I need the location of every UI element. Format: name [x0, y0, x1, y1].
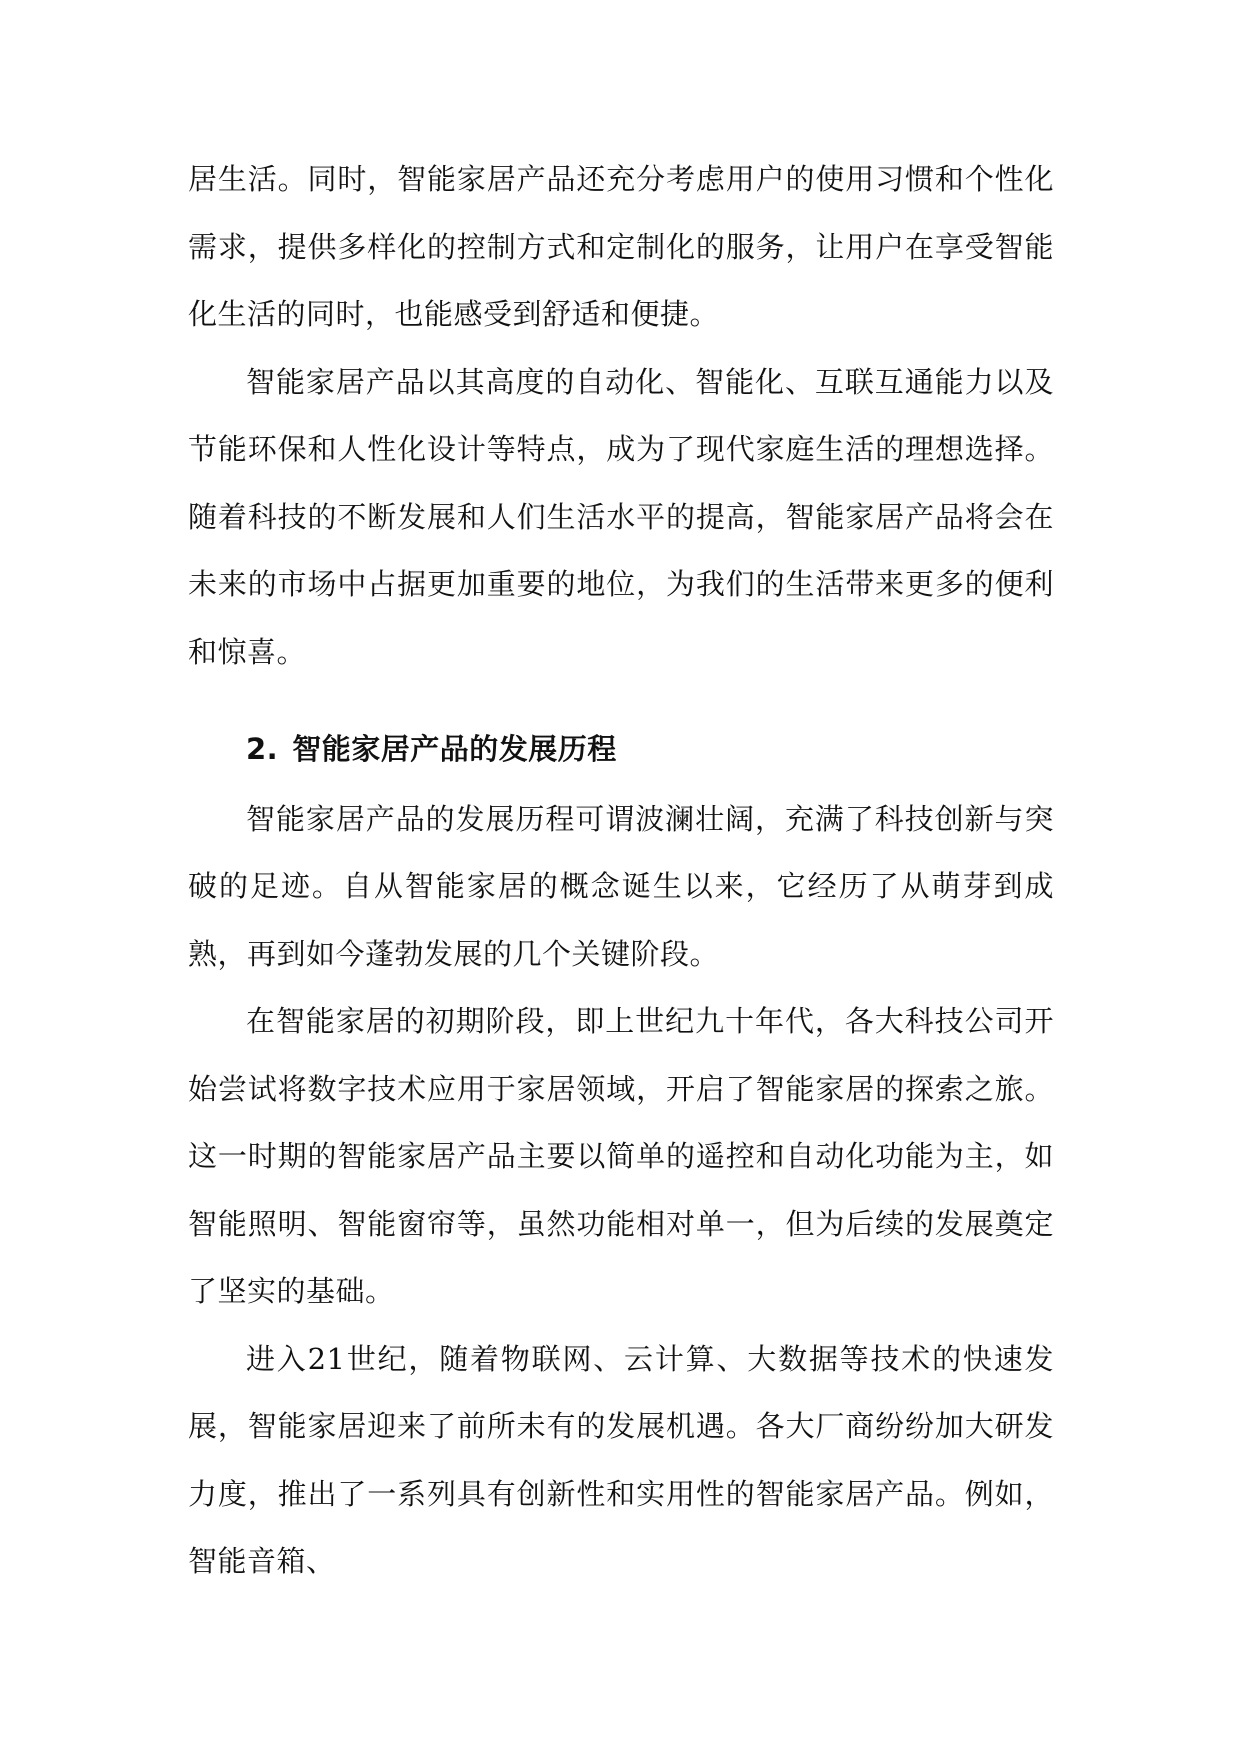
paragraph-3: 智能家居产品的发展历程可谓波澜壮阔，充满了科技创新与突破的足迹。自从智能家居的概念诞生以来，它经历了从萌芽到成熟，再到如今蓬勃发展的几个关键阶段。 — [188, 801, 1054, 971]
section-title: 智能家居产品的发展历程 — [292, 732, 617, 766]
section-heading — [188, 716, 1054, 784]
section-number: 2. — [246, 732, 279, 766]
paragraph-5: 进入21世纪，随着物联网、云计算、大数据等技术的快速发展，智能家居迎来了前所未有的发展机遇。各大厂商纷纷加大研发力度，推出了一系列具有创新性和实用性的智能家居产品。例如，智能音箱、 — [188, 1341, 1054, 1578]
paragraph-4: 在智能家居的初期阶段，即上世纪九十年代，各大科技公司开始尝试将数字技术应用于家居领域，开启了智能家居的探索之旅。这一时期的智能家居产品主要以简单的遥控和自动化功能为主，如智能照明、智能窗帘等，虽然功能相对单一，但为后续的发展奠定了坚实的基础。 — [188, 1004, 1054, 1308]
paragraph-1: 居生活。同时，智能家居产品还充分考虑用户的使用习惯和个性化需求，提供多样化的控制方式和定制化的服务，让用户在享受智能化生活的同时，也能感受到舒适和便捷。 — [188, 162, 1054, 331]
document-body — [188, 146, 1054, 1596]
paragraph-2: 智能家居产品以其高度的自动化、智能化、互联互通能力以及节能环保和人性化设计等特点，成为了现代家庭生活的理想选择。随着科技的不断发展和人们生活水平的提高，智能家居产品将会在未来的市场中占据更加重要的地位，为我们的生活带来更多的便利和惊喜。 — [188, 364, 1054, 669]
